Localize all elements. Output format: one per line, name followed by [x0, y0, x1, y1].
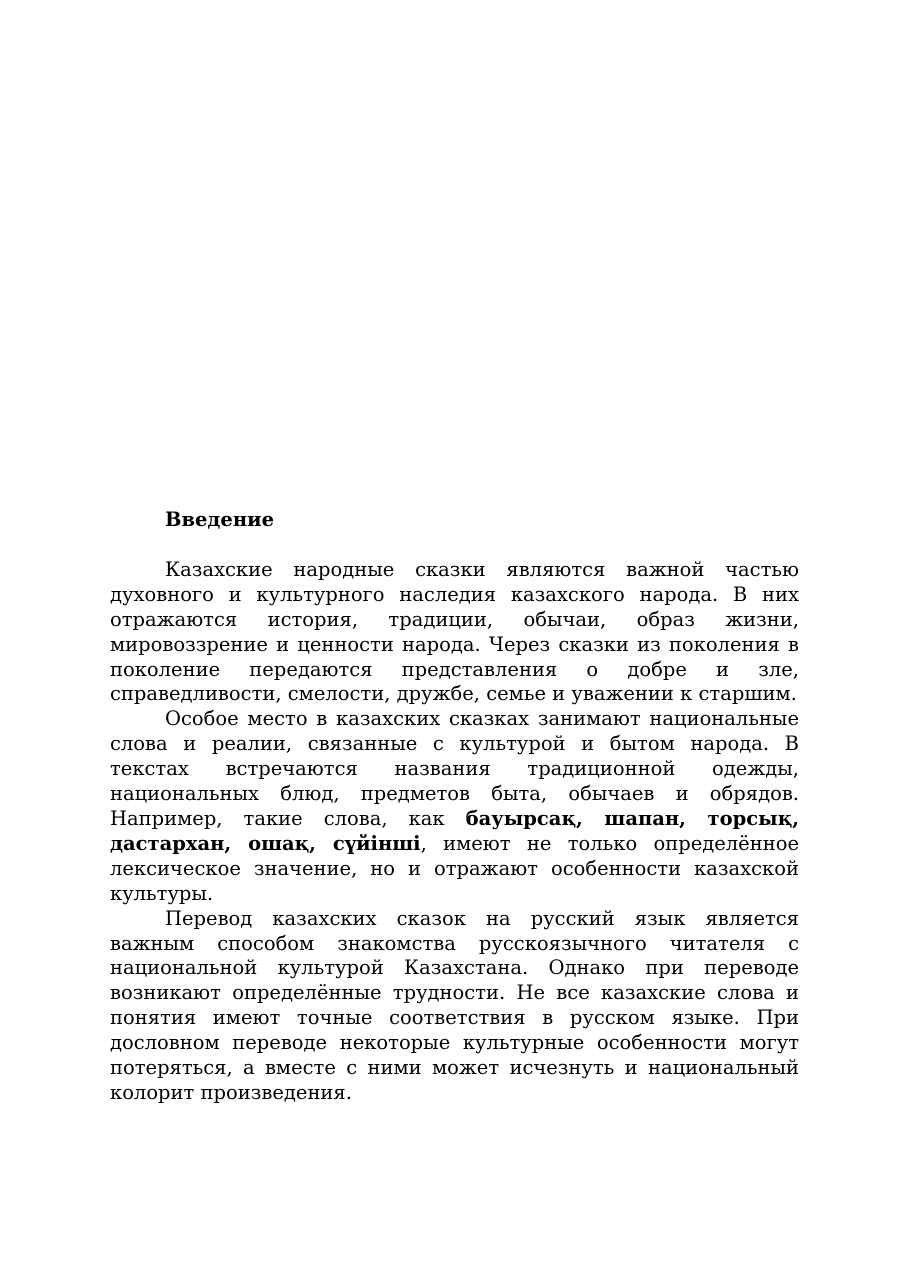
paragraph-2: [110, 707, 799, 906]
paragraph-1: [110, 558, 799, 707]
paragraph-2-text-start: Особое место в казахских сказках занимают национальные слова и реалии, связанные с культурой и бытом народа. В текстах встречаются названия традиционной одежды, национальных блюд, предметов быта, обычаев и обрядов. Например, такие слова, как: [110, 707, 799, 830]
section-heading: Введение: [165, 508, 274, 531]
paragraph-2-text-end: , имеют не только определённое лексическое значение, но и отражают особенности казахской культуры.: [110, 831, 799, 905]
paragraph-3: [110, 907, 799, 1106]
paragraph-1-text: Казахские народные сказки являются важной частью духовного и культурного наследия казахского народа. В них отражаются история, традиции, обычаи, образ жизни, мировоззрение и ценности народа. Через сказки из поколения в поколение передаются представления о добре и зле, справедливости, смелости, дружбе, семье и уважении к старшим.: [110, 557, 799, 706]
document-body: [110, 508, 799, 1106]
paragraph-3-text: Перевод казахских сказок на русский язык является важным способом знакомства русскоязычного читателя с национальной культурой Казахстана. Однако при переводе возникают определённые трудности. Не все казахские слова и понятия имеют точные соответствия в русском языке. При дословном переводе некоторые культурные особенности могут потеряться, а вместе с ними может исчезнуть и национальный колорит произведения.: [110, 906, 799, 1104]
paragraph-2-bold-terms: бауырсақ, шапан, торсық, дастархан, ошақ, сүйінші: [110, 806, 799, 855]
